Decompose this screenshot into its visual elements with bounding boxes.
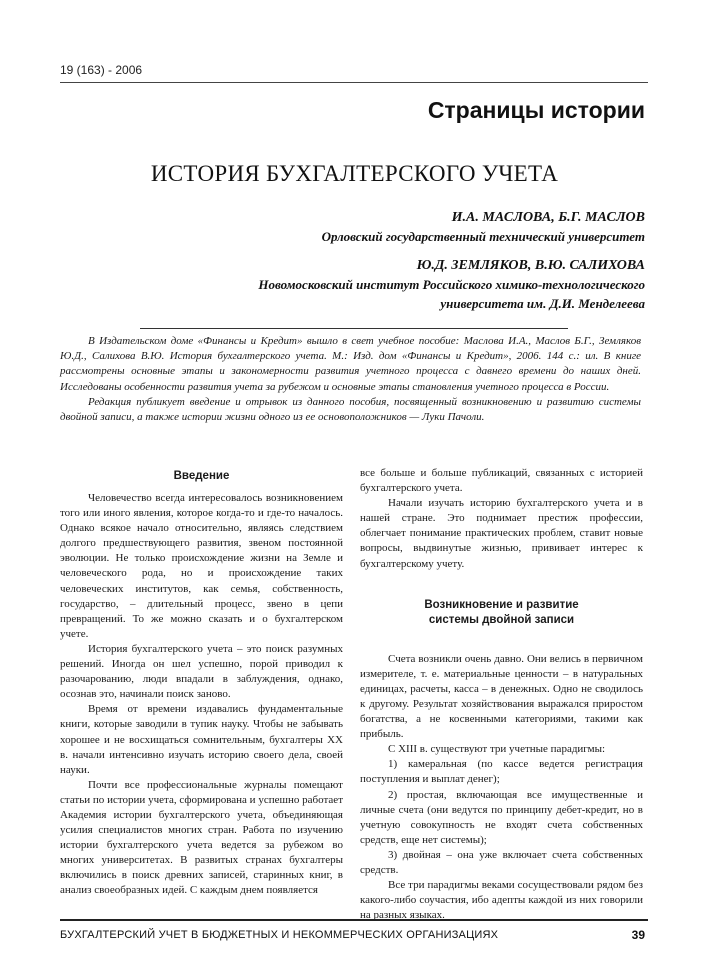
body-paragraph: Время от времени издавались фундаментальные книги, которые заводили в тупик науку. Чтобы не забывать хорошее и не восхищаться сомнительным, бухгалтеры XX в. начали интенсивно изучать историю своего дела, своей науки. [60, 703, 343, 776]
author-names-2: Ю.Д. ЗЕМЛЯКОВ, В.Ю. САЛИХОВА [416, 258, 645, 273]
list-item: 3) двойная – она уже включает счета собственных средств. [360, 848, 643, 876]
journal-name: БУХГАЛТЕРСКИЙ УЧЕТ В БЮДЖЕТНЫХ И НЕКОММЕРЧЕСКИХ ОРГАНИЗАЦИЯХ [60, 929, 499, 941]
abstract-paragraph: В Издательском доме «Финансы и Кредит» вышло в свет учебное пособие: Маслова И.А., Маслов Б.Г., Земляков Ю.Д., Салихова В.Ю. История бухгалтерского учета. М.: Изд. дом «Финансы и Кредит», 2006. 144 с.: ил. В книге рассмотрены основные этапы и закономерности развития учетного процесса с давнего времени до наших дней. Исследованы особенности развития учета за рубежом и основные этапы становления учетного процесса в России. [60, 335, 641, 393]
author-block-1 [125, 208, 645, 246]
author-affiliation-2-line-2: университета им. Д.И. Менделеева [440, 296, 645, 311]
abstract-rule [140, 328, 568, 329]
body-paragraph: С XIII в. существуют три учетные парадигмы: [388, 743, 606, 756]
body-paragraph: Все три парадигмы веками сосуществовали рядом без какого-либо соучастия, ибо адепты каждой из них говорили на разных языках. [360, 879, 643, 922]
body-paragraph-continued: все больше и больше публикаций, связанных с историей бухгалтерского учета. [360, 467, 643, 495]
issue-number: 19 (163) - 2006 [60, 63, 143, 77]
author-names-1: И.А. МАСЛОВА, Б.Г. МАСЛОВ [451, 210, 645, 225]
list-item: 2) простая, включающая все имущественные и личные счета (они ведутся по принципу дебет-кредит, но в учетную совокупность не входят счета собственных средств, еще нет системы); [360, 788, 643, 846]
page-number: 39 [631, 928, 645, 942]
footer-rule [60, 919, 648, 921]
subsection-heading-line-1: Возникновение и развитие [424, 598, 579, 611]
body-paragraph: Начали изучать историю бухгалтерского учета и в нашей стране. Это поднимает престиж профессии, облегчает понимание практических проблем, ставит новые вопросы, выдвинутые жизнью, прививает интерес к бухгалтерскому учету. [360, 497, 643, 570]
author-affiliation-1: Орловский государственный технический университет [321, 229, 645, 244]
header-rule [60, 82, 648, 83]
body-paragraph: Почти все профессиональные журналы помещают статьи по истории учета, сформирована и успешно работает Академия истории бухгалтерского учета, объединяющая усилия специалистов многих стран. Работа по изучению истории бухгалтерского учета ведется за рубежом во многих университетах. В развитых странах бухгалтеры включились в поиск древних записей, старинных книг, в анализ своеобразных идей. С каждым днем появляется [60, 778, 343, 897]
subsection-heading-line-2: системы двойной записи [428, 613, 575, 626]
intro-heading: Введение [173, 470, 230, 482]
abstract-paragraph: Редакция публикует введение и отрывок из данного пособия, посвященный возникновению и развитию системы двойной записи, а также истории жизни одного из ее основоположников — Луки Пачоли. [60, 395, 641, 424]
section-title: Страницы истории [427, 97, 645, 123]
author-block-2 [125, 256, 645, 313]
article-title: ИСТОРИЯ БУХГАЛТЕРСКОГО УЧЕТА [150, 161, 559, 186]
list-item: 1) камеральная (по кассе ведется регистрация поступления и выплат денег); [360, 758, 643, 786]
body-paragraph: Человечество всегда интересовалось возникновением того или иного явления, которое когда-то и где-то началось. Однако всякое начало относительно, являясь следствием долгого предшествующего развития, звеном постоянной эволюции. Не только происхождение жизни на Земле и человеческого рода, но и происхождение таких человеческих институтов, как семья, собственность, государство, – длительный процесс, звено в цепи превращений. То же можно сказать и о бухгалтерском учете. [60, 492, 343, 640]
right-column [360, 466, 643, 923]
subsection-heading [360, 598, 643, 628]
abstract [60, 334, 641, 425]
left-column [60, 466, 343, 899]
body-paragraph: История бухгалтерского учета – это поиск разумных решений. Иногда он шел успешно, порой приводил к разочарованию, люди впадали в заблуждения, однако, осознав это, начинали поиск заново. [60, 642, 343, 701]
author-affiliation-2-line-1: Новомосковский институт Российского химико-технологического [258, 277, 645, 292]
body-paragraph: Счета возникли очень давно. Они велись в первичном измерителе, т. е. материальные ценности – в натуральных единицах, расчеты, касса – в денежных. Одно не сводилось к другому. Результат хозяйствования выражался приростом богатства, а не косвенными категориями, такими как прибыль. [360, 652, 643, 741]
